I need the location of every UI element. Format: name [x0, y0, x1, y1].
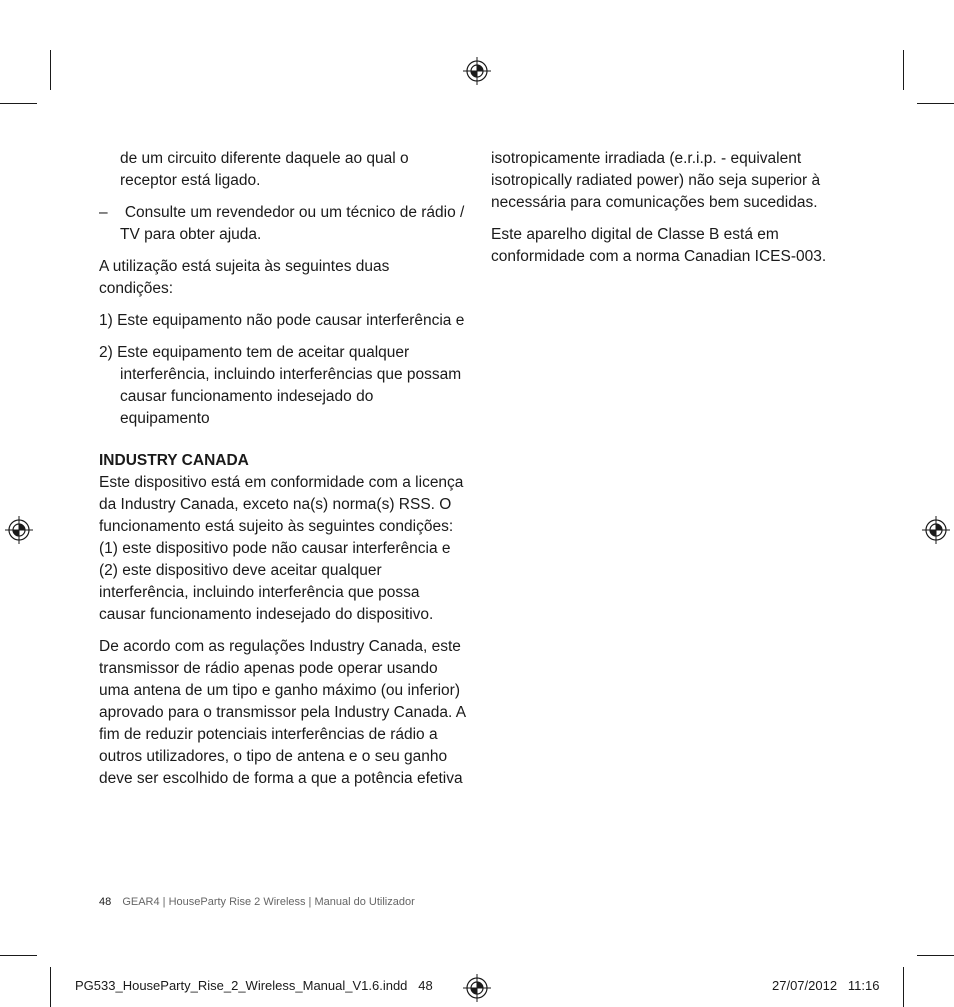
right-column [491, 148, 856, 278]
industry-canada-paragraph-1: Este dispositivo está em conformidade com a licença da Industry Canada, exceto na(s) norma(s) RSS. O funcionamento está sujeito às seguintes condições: (1) este dispositivo pode não causar interferência e (2) este dispositivo deve aceitar qualquer interferência, incluindo interferência que possa causar funcionamento indesejado do dispositivo. [99, 474, 464, 623]
crop-mark [903, 967, 904, 1007]
industry-canada-paragraph-2: De acordo com as regulações Industry Canada, este transmissor de rádio apenas pode operar usando uma antena de um tipo e ganho máximo (ou inferior) aprovado para o transmissor pela Industry Canada. A fim de reduzir potenciais interferências de rádio a outros utilizadores, o tipo de antena e o seu ganho deve ser escolhido de forma a que a potência efetiva [99, 638, 466, 787]
page-number: 48 [99, 896, 112, 908]
registration-mark-icon [4, 515, 34, 545]
crop-mark [50, 50, 51, 90]
crop-mark [903, 50, 904, 90]
registration-mark-icon [921, 515, 951, 545]
bullet-text: Consulte um revendedor ou um técnico de rádio / TV para obter ajuda. [120, 204, 465, 243]
left-column [99, 148, 467, 800]
crop-mark [50, 967, 51, 1007]
slug-datetime: 27/07/2012 11:16 [772, 978, 880, 993]
condition-item-1: 1) Este equipamento não pode causar interferência e [99, 312, 465, 329]
section-heading: INDUSTRY CANADA [99, 452, 249, 469]
page-footer [99, 896, 415, 908]
continued-paragraph: de um circuito diferente daquele ao qual o receptor está ligado. [120, 150, 409, 189]
conditions-intro: A utilização está sujeita às seguintes duas condições: [99, 258, 390, 297]
bullet-item [99, 202, 467, 246]
registration-mark-icon [462, 56, 492, 86]
condition-item-2: 2) Este equipamento tem de aceitar qualquer interferência, incluindo interferências que possam causar funcionamento indesejado do equipamento [99, 344, 462, 427]
bullet-marker: – [99, 204, 108, 221]
crop-mark [0, 103, 37, 104]
slug-filename: PG533_HouseParty_Rise_2_Wireless_Manual_V1.6.indd 48 [75, 978, 433, 993]
crop-mark [917, 955, 954, 956]
registration-mark-icon [462, 973, 492, 1003]
crop-mark [917, 103, 954, 104]
crop-mark [0, 955, 37, 956]
running-title: GEAR4 | HouseParty Rise 2 Wireless | Manual do Utilizador [122, 896, 415, 908]
erip-paragraph: isotropicamente irradiada (e.r.i.p. - equivalent isotropically radiated power) não seja superior à necessária para comunicações bem sucedidas. [491, 150, 821, 211]
class-b-paragraph: Este aparelho digital de Classe B está em conformidade com a norma Canadian ICES-003. [491, 226, 827, 265]
